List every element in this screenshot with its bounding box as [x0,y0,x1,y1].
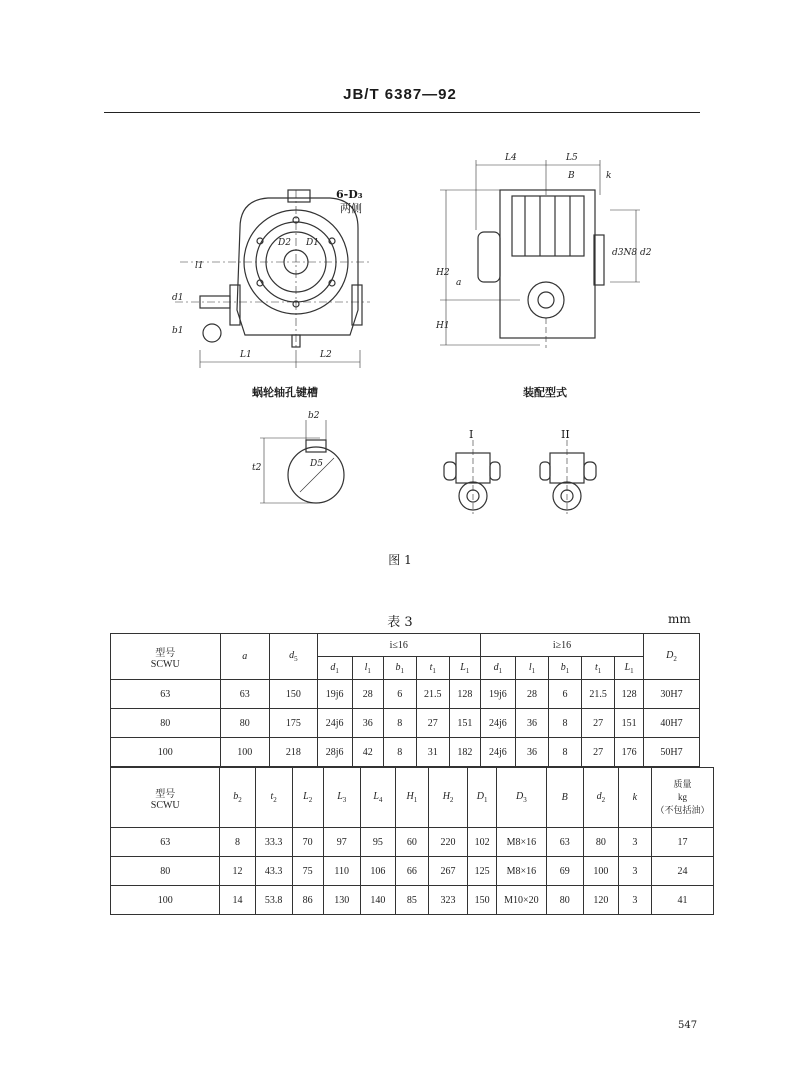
table-cell: 323 [428,886,467,915]
header-d1-b: $d_1$ [480,657,515,680]
table-cell: 17 [651,828,713,857]
front-view [175,190,370,368]
table-cell: 42 [352,738,383,767]
table-cell: 151 [615,709,644,738]
table-cell: 110 [323,857,360,886]
table-cell: 63 [220,680,270,709]
assembly-label-ii: II [561,428,570,441]
header-D3: $D_3$ [497,768,547,828]
table-cell: 97 [323,828,360,857]
table-cell: 27 [416,709,449,738]
header-L2: $L_2$ [292,768,323,828]
table-unit: mm [668,612,691,626]
table-cell: 176 [615,738,644,767]
table-cell: 130 [323,886,360,915]
svg-text:t2: t2 [252,463,262,473]
table-cell: 19j6 [317,680,352,709]
header-H1: $H_1$ [395,768,428,828]
header-group-i-le-16: i≤16 [317,634,480,657]
table-cell: 33.3 [255,828,292,857]
table-cell: 28 [515,680,548,709]
table-cell: 218 [270,738,318,767]
table-cell: 40H7 [644,709,700,738]
header-model: 型号 SCWU [111,634,221,680]
table-cell: 21.5 [416,680,449,709]
header-t1: $t_1$ [416,657,449,680]
table-cell: 86 [292,886,323,915]
table-cell: 3 [618,886,651,915]
svg-text:k: k [606,171,612,181]
table-cell: 36 [515,738,548,767]
table-cell: 3 [618,828,651,857]
table-cell: 80 [583,828,618,857]
table-cell: M10×20 [497,886,547,915]
assembly-type-ii [540,440,596,514]
table-cell: 3 [618,857,651,886]
svg-text:d1: d1 [172,293,184,303]
header-model-2: 型号 SCWU [111,768,220,828]
table-cell: 182 [449,738,480,767]
svg-text:L2: L2 [320,350,332,360]
table-cell: 12 [220,857,255,886]
table-title: 表 3 [387,615,413,630]
table-cell: 175 [270,709,318,738]
table-cell: 70 [292,828,323,857]
header-group-i-ge-16: i≥16 [480,634,643,657]
table-cell: 19j6 [480,680,515,709]
table-row [111,886,714,915]
annotation-holes: 6-D₃ [336,188,363,201]
header-L3: $L_3$ [323,768,360,828]
table-cell: 6 [383,680,416,709]
header-t2: $t_2$ [255,768,292,828]
table-cell: 8 [549,709,582,738]
table-cell: 100 [111,738,221,767]
svg-text:D2: D2 [278,238,291,248]
header-b1-b: $b_1$ [549,657,582,680]
table-cell: 27 [582,709,615,738]
table-cell: 24 [651,857,713,886]
table-row [111,709,700,738]
header-l1-b: $l_1$ [515,657,548,680]
header-L1: $L_1$ [449,657,480,680]
page-number: 547 [678,1020,698,1031]
svg-text:L1: L1 [240,350,252,360]
table-cell: 128 [615,680,644,709]
table-cell: 150 [270,680,318,709]
table-cell: 24j6 [480,709,515,738]
table-cell: 50H7 [644,738,700,767]
header-a: a [220,634,270,680]
table-cell: 150 [468,886,497,915]
svg-text:H1: H1 [436,321,450,331]
svg-text:b2: b2 [308,411,320,421]
table-cell: 220 [428,828,467,857]
table-cell: 8 [383,709,416,738]
side-view [440,160,640,348]
table-cell: 21.5 [582,680,615,709]
table-cell: 66 [395,857,428,886]
svg-text:d3N8: d3N8 [612,248,638,258]
header-D1: $D_1$ [468,768,497,828]
header-l1: $l_1$ [352,657,383,680]
assembly-type-i [444,440,500,514]
table-cell: 69 [546,857,583,886]
table-cell: 63 [111,828,220,857]
table-cell: 75 [292,857,323,886]
table-cell: 267 [428,857,467,886]
table-cell: 63 [111,680,221,709]
table-cell: 85 [395,886,428,915]
svg-text:l1: l1 [195,261,204,271]
table-cell: 24j6 [317,709,352,738]
assembly-label-i: I [469,428,474,441]
header-L4: $L_4$ [360,768,395,828]
table-cell: 102 [468,828,497,857]
header-d5: $d_5$ [270,634,318,680]
table-cell: 63 [546,828,583,857]
table-cell: 80 [546,886,583,915]
header-H2: $H_2$ [428,768,467,828]
svg-text:b1: b1 [172,326,184,336]
table-cell: 43.3 [255,857,292,886]
table-cell: 125 [468,857,497,886]
table-cell: 80 [111,709,221,738]
svg-text:L4: L4 [505,153,517,163]
header-b1: $b_1$ [383,657,416,680]
table-cell: M8×16 [497,828,547,857]
header-t1-b: $t_1$ [582,657,615,680]
table-cell: 30H7 [644,680,700,709]
dimension-table-part1 [110,633,700,767]
table-cell: 36 [352,709,383,738]
table-cell: 27 [582,738,615,767]
table-row [111,738,700,767]
table-cell: 28 [352,680,383,709]
table-cell: 100 [583,857,618,886]
svg-text:L5: L5 [566,153,578,163]
table-cell: 151 [449,709,480,738]
header-b2: $b_2$ [220,768,255,828]
header-L1-b: $L_1$ [615,657,644,680]
table-cell: 36 [515,709,548,738]
dimension-table-part2 [110,767,714,915]
table-cell: 14 [220,886,255,915]
table-cell: 31 [416,738,449,767]
header-d2: $d_2$ [583,768,618,828]
header-B: B [546,768,583,828]
caption-keyway: 蜗轮轴孔键槽 [252,386,318,399]
table-cell: 100 [220,738,270,767]
table-cell: M8×16 [497,857,547,886]
annotation-both-sides: 两侧 [340,202,362,215]
svg-text:a: a [456,278,462,288]
table-cell: 53.8 [255,886,292,915]
table-cell: 80 [220,709,270,738]
table-cell: 80 [111,857,220,886]
figure-label: 图 1 [388,553,412,567]
svg-text:H2: H2 [436,268,450,278]
table-cell: 8 [220,828,255,857]
table-cell: 8 [549,738,582,767]
table-row [111,828,714,857]
header-d2: $D_2$ [644,634,700,680]
keyway-detail [260,420,344,503]
header-d1: $d_1$ [317,657,352,680]
svg-text:D5: D5 [310,459,323,469]
table-cell: 128 [449,680,480,709]
svg-text:d2: d2 [640,248,652,258]
table-cell: 6 [549,680,582,709]
table-cell: 106 [360,857,395,886]
table-cell: 41 [651,886,713,915]
table-cell: 8 [383,738,416,767]
svg-text:D1: D1 [306,238,319,248]
table-cell: 140 [360,886,395,915]
svg-text:B: B [568,171,575,181]
header-mass: 质量 kg （不包括油） [651,768,713,828]
table-row [111,680,700,709]
table-cell: 120 [583,886,618,915]
caption-assembly: 装配型式 [523,386,567,399]
header-k: k [618,768,651,828]
table-cell: 100 [111,886,220,915]
table-cell: 28j6 [317,738,352,767]
standard-number: JB/T 6387—92 [343,86,457,103]
table-cell: 24j6 [480,738,515,767]
table-cell: 60 [395,828,428,857]
table-row [111,857,714,886]
table-cell: 95 [360,828,395,857]
